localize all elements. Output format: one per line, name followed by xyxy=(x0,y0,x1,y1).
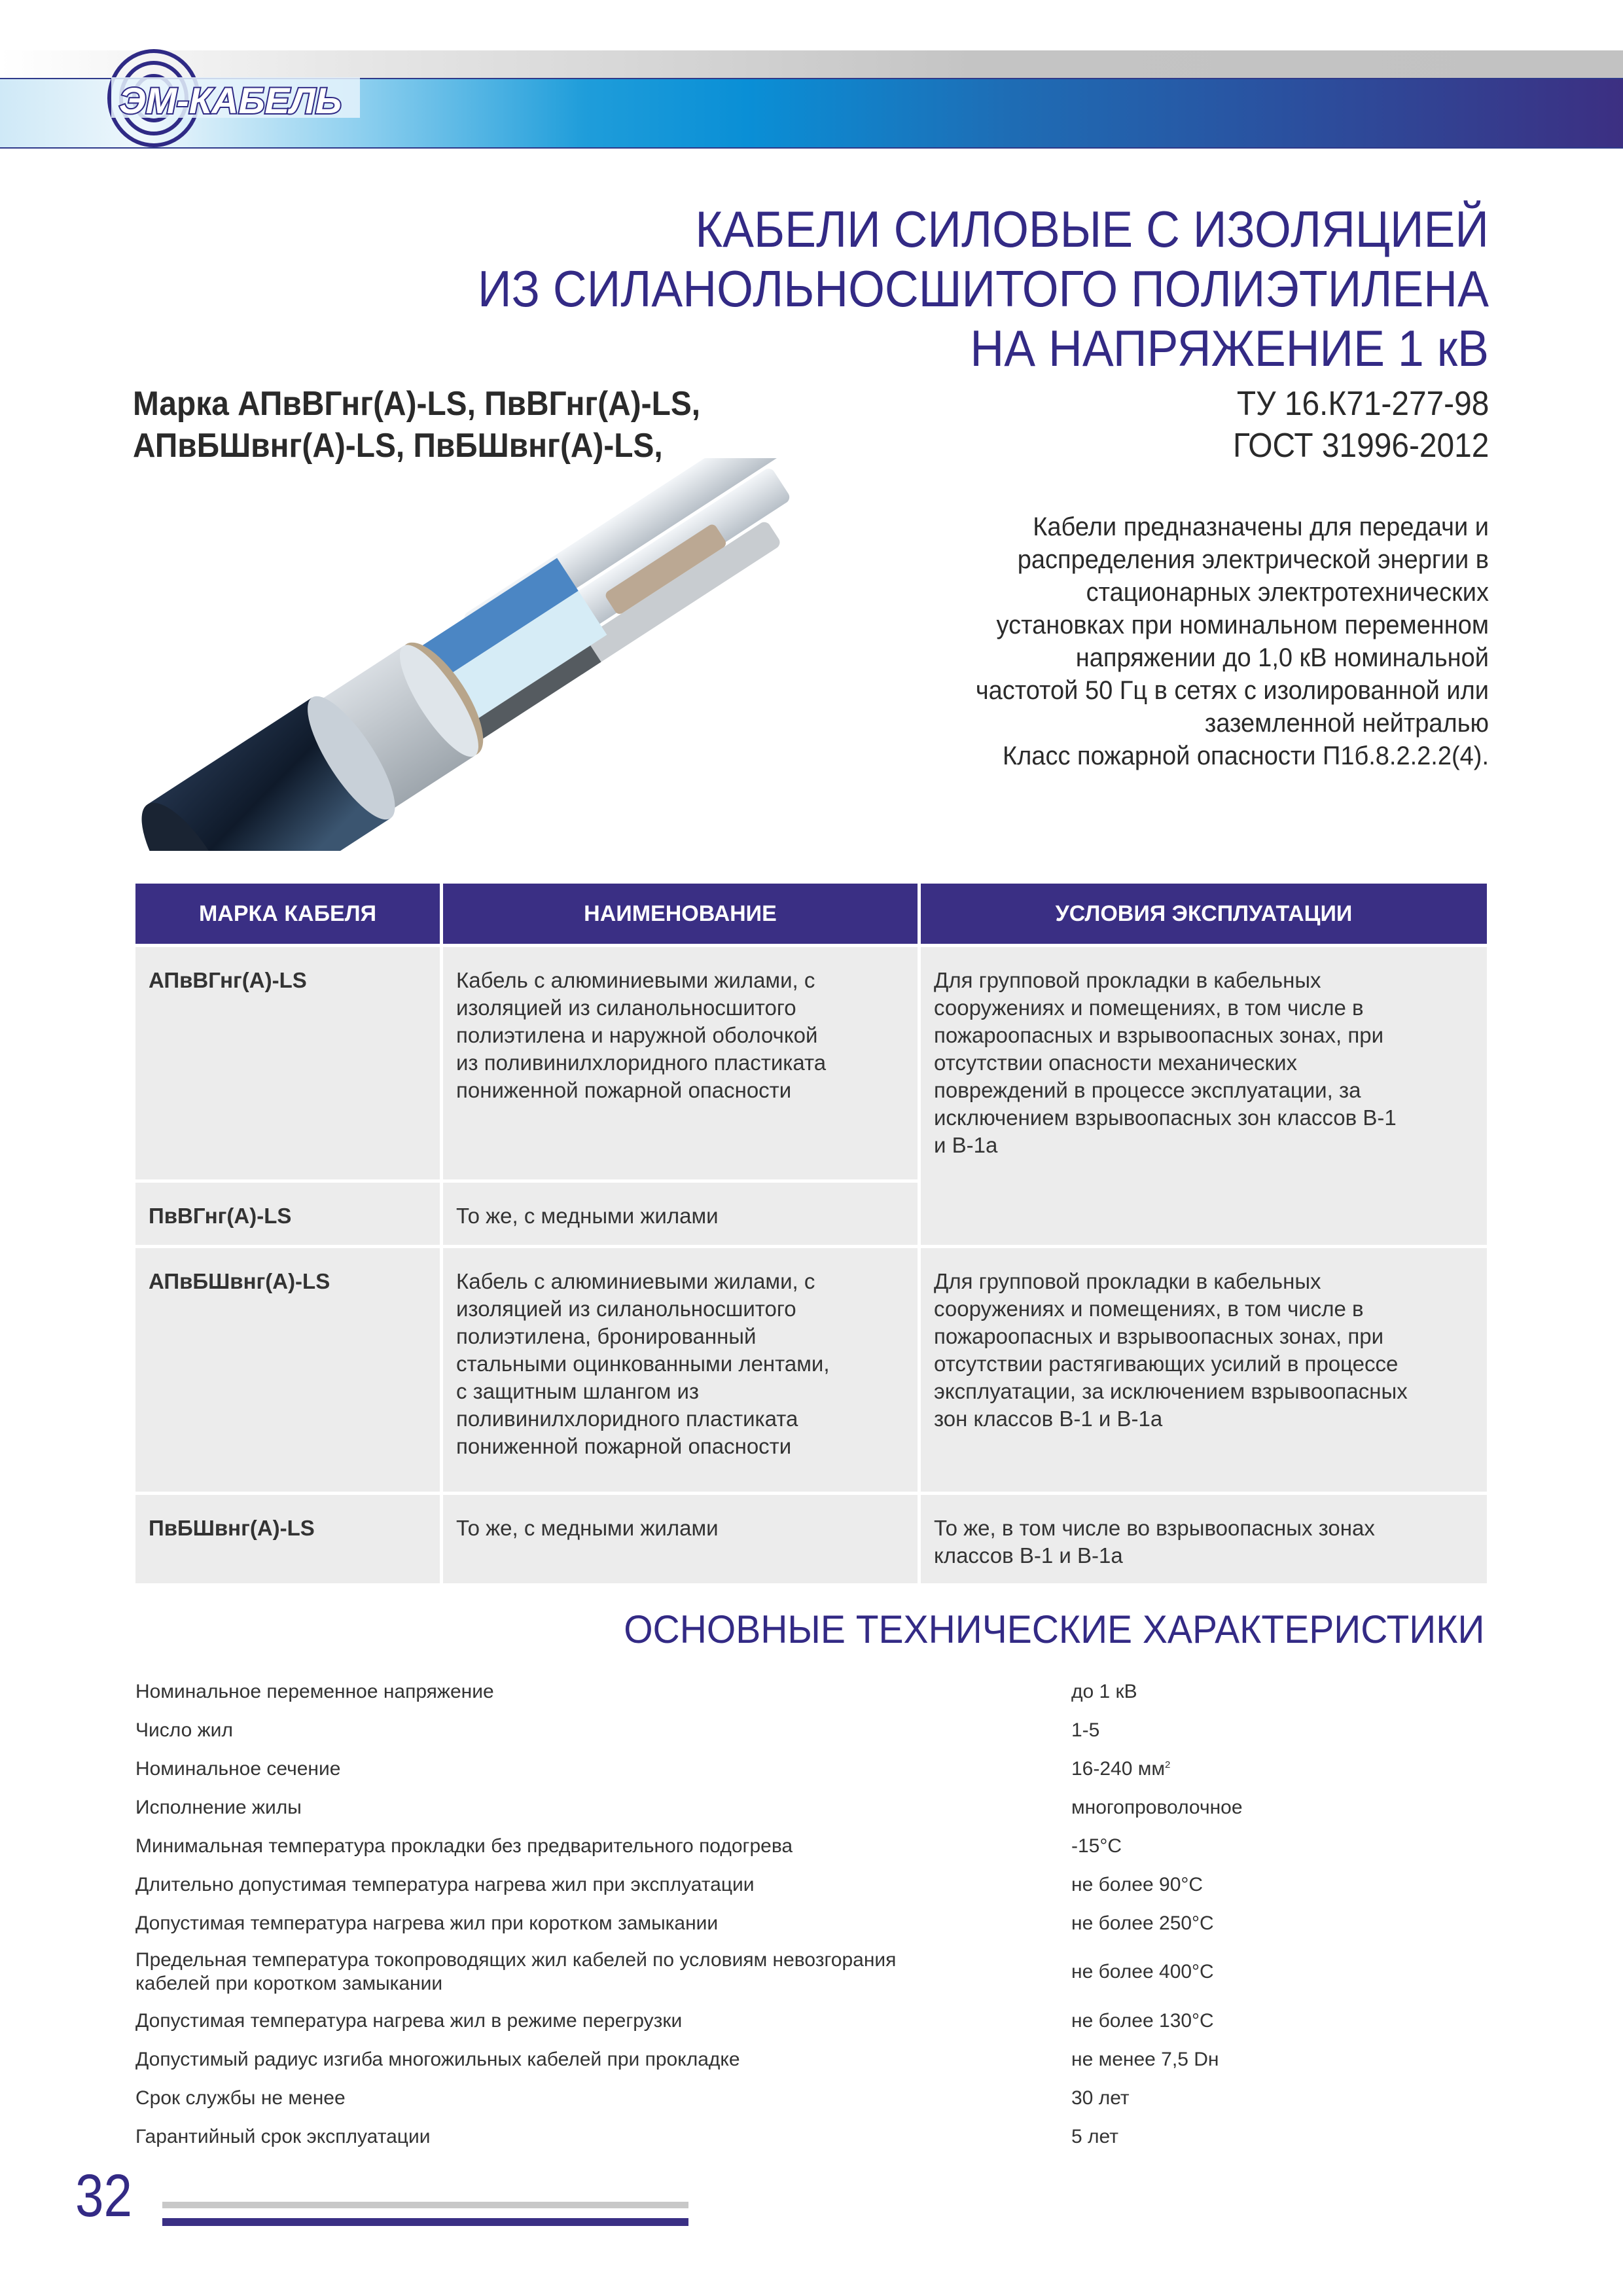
spec-value xyxy=(1071,1757,1170,1781)
spec-label: Номинальное сечение xyxy=(135,1757,341,1780)
conditions-line: отсутствии опасности механических xyxy=(934,1050,1298,1075)
name-line: с защитным шлангом из xyxy=(456,1379,700,1403)
spec-row xyxy=(135,1788,1487,1827)
column-header-mark: МАРКА КАБЕЛЯ xyxy=(135,884,440,944)
table-row-conditions xyxy=(921,1495,1487,1583)
mark-text: АПвБШвнг(А)-LS xyxy=(149,1269,330,1293)
spec-label: Допустимая температура нагрева жил при коротком замыкании xyxy=(135,1912,719,1934)
spec-row xyxy=(135,1865,1487,1904)
cable-cross-section-image xyxy=(124,458,897,851)
title-line: НА НАПРЯЖЕНИЕ 1 кВ xyxy=(970,319,1489,377)
table-body xyxy=(135,947,1487,1588)
specs-title: ОСНОВНЫЕ ТЕХНИЧЕСКИЕ ХАРАКТЕРИСТИКИ xyxy=(623,1607,1484,1651)
table-row-name xyxy=(443,1183,918,1245)
spec-row xyxy=(135,2079,1487,2117)
conditions-line: сооружениях и помещениях, в том числе в xyxy=(934,996,1364,1020)
conditions-line: отсутствии растягивающих усилий в процессе xyxy=(934,1352,1399,1376)
table-row-mark xyxy=(135,1183,440,1245)
brands-line: АПвБШвнг(А)-LS, ПвБШвнг(А)-LS, xyxy=(133,427,663,465)
conditions-line: повреждений в процессе эксплуатации, за xyxy=(934,1078,1361,1102)
spec-label: Исполнение жилы xyxy=(135,1796,302,1818)
name-line: поливинилхлоридного пластиката xyxy=(456,1407,798,1431)
column-header-name: НАИМЕНОВАНИЕ xyxy=(443,884,918,944)
name-line: Кабель с алюминиевыми жилами, с xyxy=(456,1269,815,1293)
specs-list xyxy=(135,1672,1487,2156)
description-line: установках при номинальном переменном xyxy=(996,611,1489,639)
name-line: То же, с медными жилами xyxy=(456,1204,719,1228)
spec-label: Допустимый радиус изгиба многожильных кабелей при прокладке xyxy=(135,2048,740,2070)
conditions-line: зон классов В-1 и В-1а xyxy=(934,1407,1163,1431)
brands-line: Марка АПвВГнг(А)-LS, ПвВГнг(А)-LS, xyxy=(133,385,701,423)
spec-row xyxy=(135,2040,1487,2079)
conditions-line: сооружениях и помещениях, в том числе в xyxy=(934,1297,1364,1321)
cable-brands-heading xyxy=(133,383,700,467)
spec-row xyxy=(135,1827,1487,1865)
spec-value: не более 90°С xyxy=(1071,1873,1204,1895)
spec-value: 5 лет xyxy=(1071,2125,1118,2147)
superscript: 2 xyxy=(1165,1759,1171,1770)
description-line: Кабели предназначены для передачи и xyxy=(1033,512,1489,541)
footer-gray-rule xyxy=(162,2202,688,2208)
spec-label: Предельная температура токопроводящих жил кабелей по условиям невозгорания xyxy=(135,1949,897,1971)
spec-value: не более 130°С xyxy=(1071,2009,1214,2032)
table-row-name xyxy=(443,1495,918,1583)
conditions-line: Для групповой прокладки в кабельных xyxy=(934,968,1321,992)
company-logo xyxy=(105,48,366,149)
spec-value: не менее 7,5 Dн xyxy=(1071,2048,1219,2070)
spec-value: 1-5 xyxy=(1071,1719,1100,1741)
name-line: Кабель с алюминиевыми жилами, с xyxy=(456,968,815,992)
spec-row xyxy=(135,1943,1487,2001)
spec-value: многопроволочное xyxy=(1071,1796,1243,1818)
table-row-name xyxy=(443,947,918,1179)
table-row-name xyxy=(443,1248,918,1492)
name-line: из поливинилхлоридного пластиката xyxy=(456,1050,827,1075)
cable-types-table xyxy=(135,884,1487,1588)
table-header xyxy=(135,884,1487,944)
spec-value: не более 400°С xyxy=(1071,1961,1214,1982)
mark-text: ПвБШвнг(А)-LS xyxy=(149,1516,315,1540)
name-line: изоляцией из силанольносшитого xyxy=(456,996,796,1020)
description-line: заземленной нейтралью xyxy=(1204,709,1489,738)
conditions-line: и В-1а xyxy=(934,1133,998,1157)
conditions-line: исключением взрывоопасных зон классов В-1 xyxy=(934,1105,1397,1130)
spec-label: Допустимая температура нагрева жил в режиме перегрузки xyxy=(135,2009,683,2032)
title-line: КАБЕЛИ СИЛОВЫЕ С ИЗОЛЯЦИЕЙ xyxy=(695,200,1489,258)
spec-value: 30 лет xyxy=(1071,2087,1130,2109)
description-line: напряжении до 1,0 кВ номинальной xyxy=(1075,643,1489,672)
page-title xyxy=(405,200,1489,378)
name-line: пониженной пожарной опасности xyxy=(456,1078,792,1102)
table-row-mark xyxy=(135,1495,440,1583)
description-line: частотой 50 Гц в сетях с изолированной или xyxy=(975,676,1489,705)
conditions-line: классов В-1 и В-1а xyxy=(934,1543,1123,1568)
conditions-line: То же, в том числе во взрывоопасных зонах xyxy=(934,1516,1375,1540)
fire-class-line: Класс пожарной опасности П1б.8.2.2.2(4). xyxy=(1002,742,1489,770)
spec-row xyxy=(135,1749,1487,1788)
logo-rings-icon xyxy=(105,48,366,149)
table-row-mark xyxy=(135,1248,440,1492)
spec-row xyxy=(135,1672,1487,1711)
spec-row xyxy=(135,2117,1487,2156)
cable-illustration xyxy=(124,458,897,851)
gost-standard: ГОСТ 31996-2012 xyxy=(1232,427,1489,465)
name-line: То же, с медными жилами xyxy=(456,1516,719,1540)
footer-blue-rule xyxy=(162,2218,688,2226)
conditions-line: пожароопасных и взрывоопасных зонах, при xyxy=(934,1324,1384,1348)
cable-description xyxy=(836,511,1489,772)
spec-value: до 1 кВ xyxy=(1071,1680,1137,1702)
name-line: полиэтилена, бронированный xyxy=(456,1324,757,1348)
page-number: 32 xyxy=(75,2162,132,2229)
spec-label: кабелей при коротком замыкании xyxy=(135,1973,443,1994)
mark-text: ПвВГнг(А)-LS xyxy=(149,1204,292,1228)
name-line: изоляцией из силанольносшитого xyxy=(456,1297,796,1321)
name-line: стальными оцинкованными лентами, xyxy=(456,1352,830,1376)
spec-label: Минимальная температура прокладки без предварительного подогрева xyxy=(135,1835,793,1857)
name-line: пониженной пожарной опасности xyxy=(456,1434,792,1458)
spec-row xyxy=(135,1711,1487,1749)
conditions-line: эксплуатации, за исключением взрывоопасных xyxy=(934,1379,1408,1403)
spec-value-text: 16-240 мм xyxy=(1071,1757,1165,1780)
spec-label: Срок службы не менее xyxy=(135,2087,346,2109)
spec-value: не более 250°С xyxy=(1071,1912,1214,1934)
column-header-conditions: УСЛОВИЯ ЭКСПЛУАТАЦИИ xyxy=(921,884,1487,944)
logo-text: ЭМ-КАБЕЛЬ xyxy=(119,80,342,121)
spec-label: Длительно допустимая температура нагрева жил при эксплуатации xyxy=(135,1873,755,1895)
standards xyxy=(1233,383,1489,467)
conditions-line: Для групповой прокладки в кабельных xyxy=(934,1269,1321,1293)
spec-row xyxy=(135,2001,1487,2040)
spec-label: Число жил xyxy=(135,1719,233,1741)
spec-row xyxy=(135,1904,1487,1943)
tu-standard: ТУ 16.К71-277-98 xyxy=(1236,385,1489,423)
table-row-mark xyxy=(135,947,440,1179)
table-row-conditions xyxy=(921,947,1487,1245)
conditions-line: пожароопасных и взрывоопасных зонах, при xyxy=(934,1023,1384,1047)
spec-value: -15°С xyxy=(1071,1835,1122,1857)
description-line: распределения электрической энергии в xyxy=(1017,545,1489,574)
table-row-conditions xyxy=(921,1248,1487,1492)
title-line: ИЗ СИЛАНОЛЬНОСШИТОГО ПОЛИЭТИЛЕНА xyxy=(478,260,1489,317)
mark-text: АПвВГнг(А)-LS xyxy=(149,968,307,992)
name-line: полиэтилена и наружной оболочкой xyxy=(456,1023,818,1047)
spec-label: Гарантийный срок эксплуатации xyxy=(135,2125,431,2147)
spec-label: Номинальное переменное напряжение xyxy=(135,1680,494,1702)
description-line: стационарных электротехнических xyxy=(1086,578,1489,607)
